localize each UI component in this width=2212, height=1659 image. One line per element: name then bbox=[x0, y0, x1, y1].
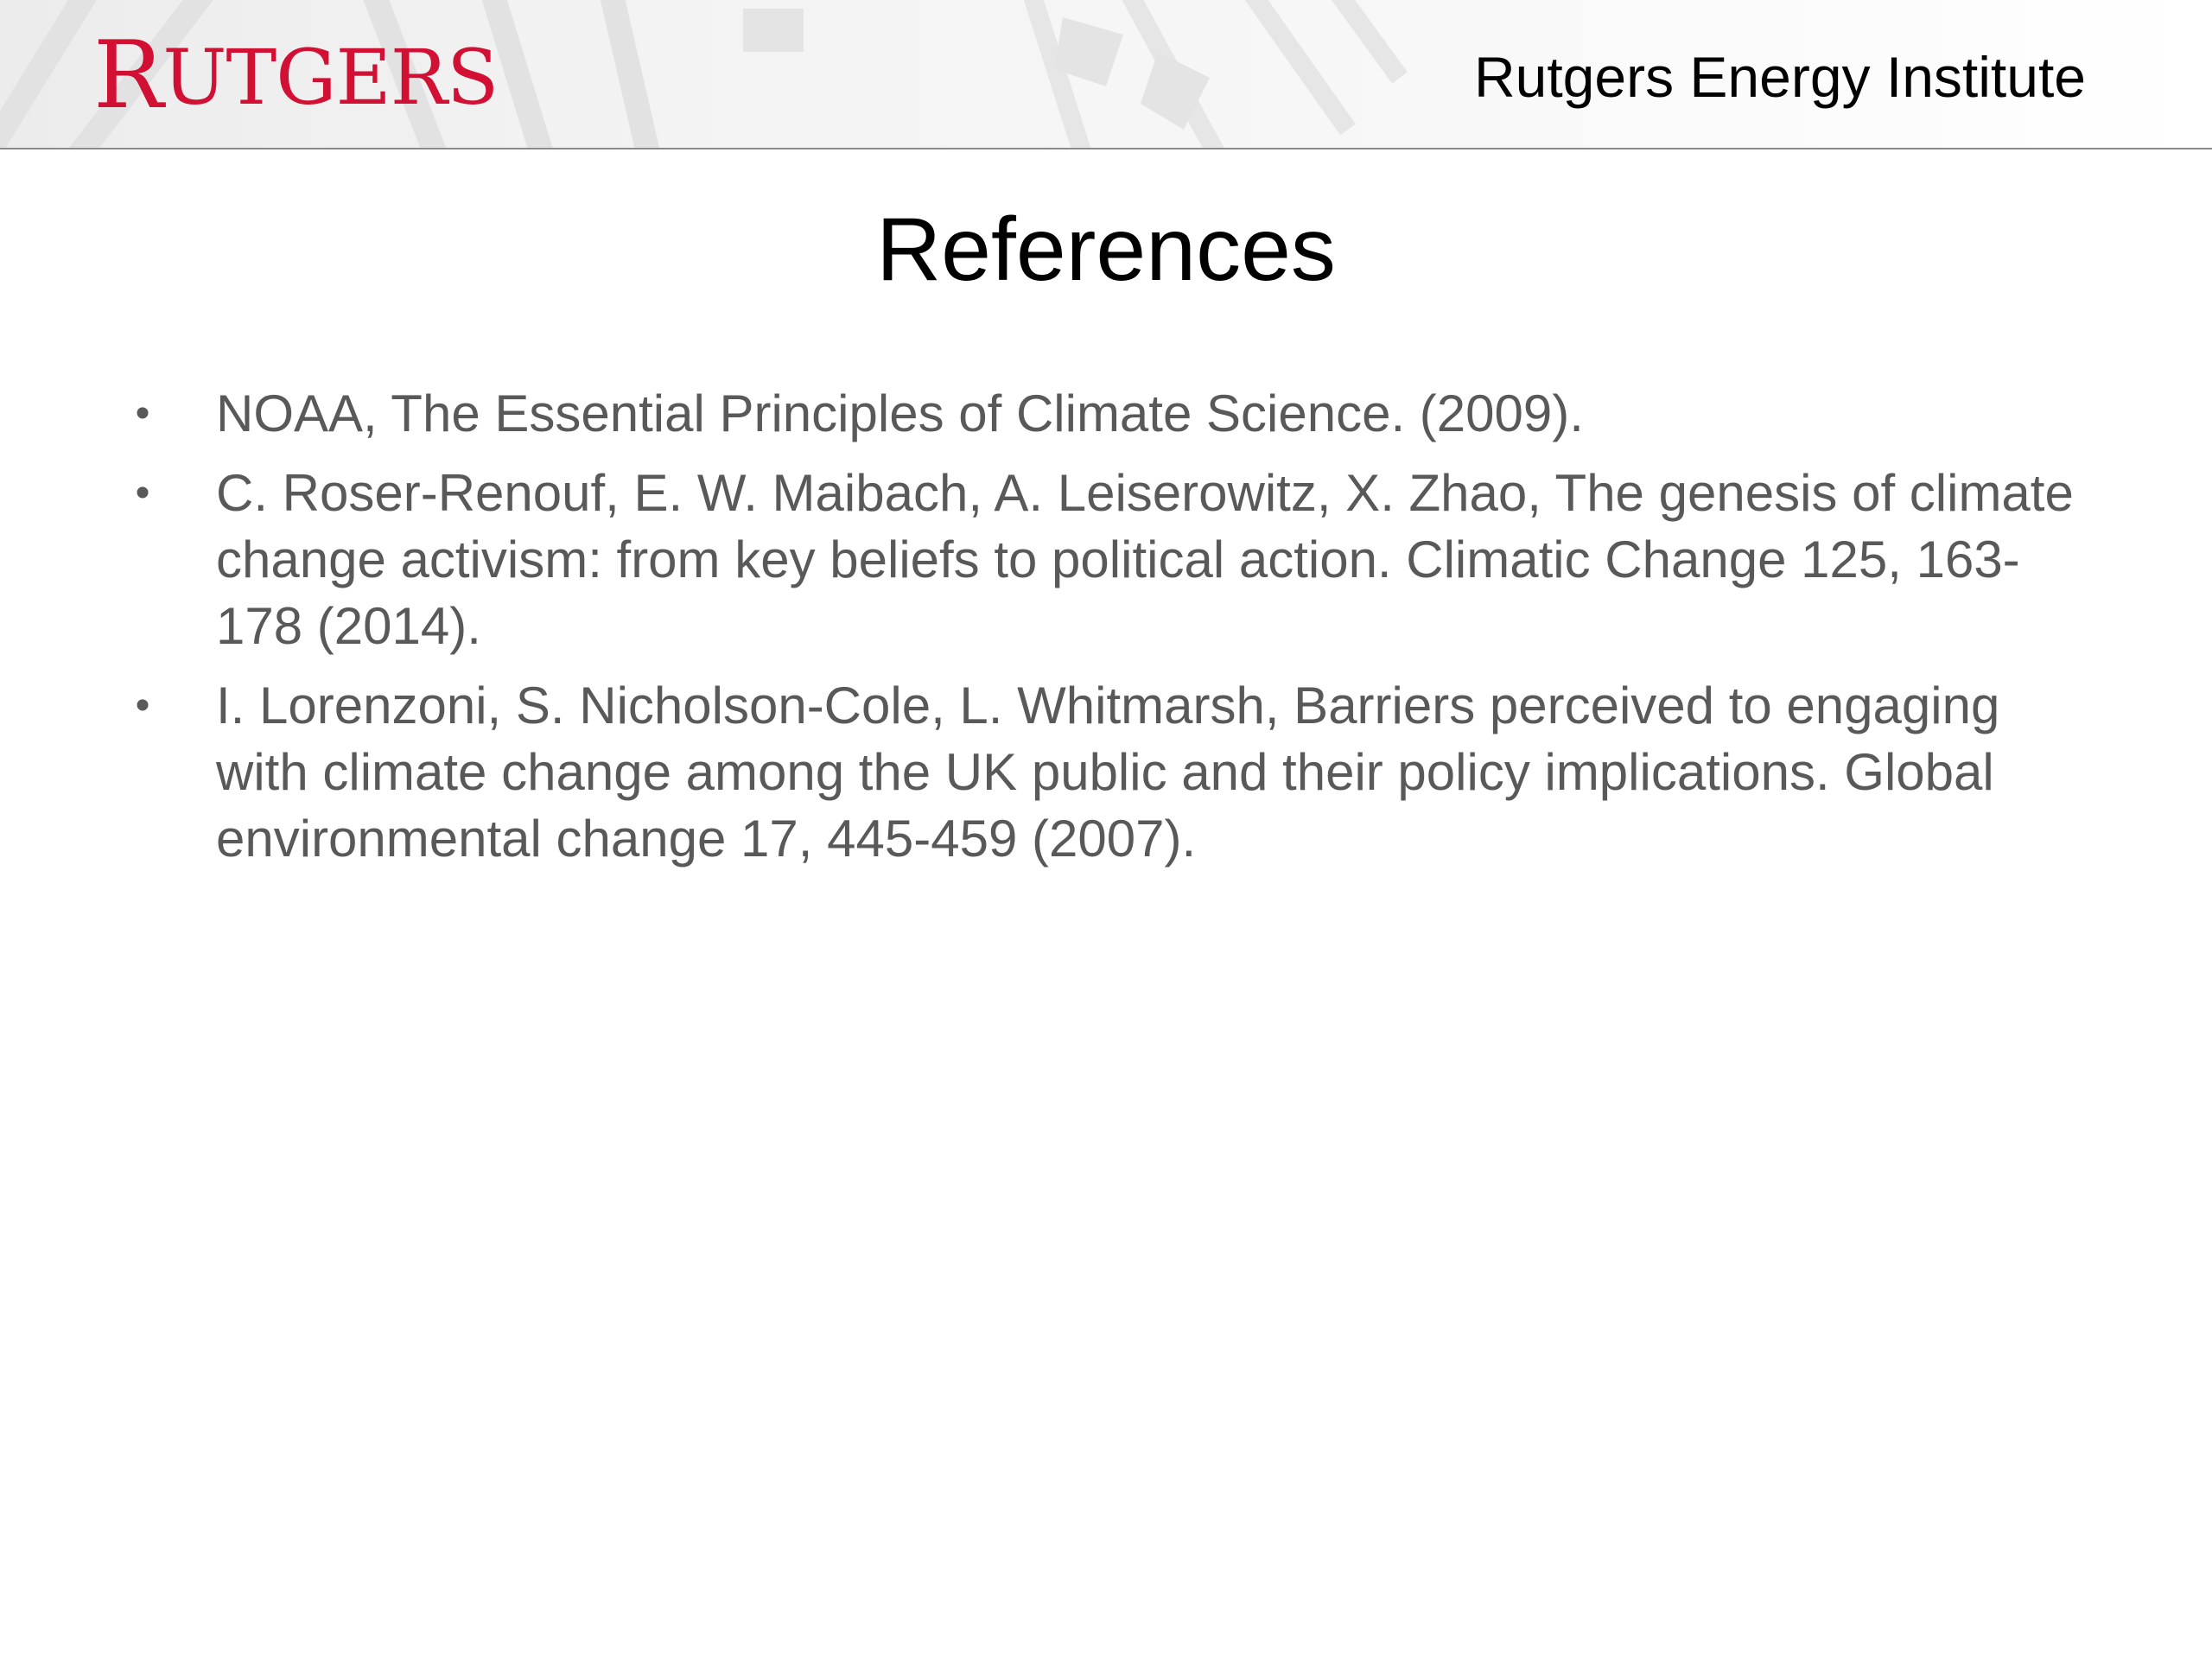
reference-text: I. Lorenzoni, S. Nicholson-Cole, L. Whitmarsh, Barriers perceived to engaging with climate change among the UK public and their policy implications. Global environmental change 17, 445-459 (2007). bbox=[216, 677, 2000, 868]
logo-rest: UTGERS bbox=[162, 33, 499, 122]
bullet-icon: • bbox=[135, 470, 150, 516]
logo-initial: R bbox=[93, 22, 163, 130]
slide-title: References bbox=[876, 200, 1336, 300]
rutgers-logo bbox=[93, 22, 499, 130]
bullet-icon: • bbox=[135, 391, 150, 436]
reference-list bbox=[130, 380, 2074, 885]
institute-name: Rutgers Energy Institute bbox=[1473, 45, 2086, 109]
reference-item bbox=[130, 460, 2074, 659]
reference-item bbox=[130, 672, 2074, 872]
reference-text: NOAA, The Essential Principles of Climate Science. (2009). bbox=[216, 385, 1584, 442]
slide-header bbox=[0, 0, 2212, 149]
bullet-icon: • bbox=[135, 683, 150, 728]
header-divider bbox=[0, 148, 2212, 149]
reference-item bbox=[130, 380, 2074, 447]
reference-text: C. Roser-Renouf, E. W. Maibach, A. Leiserowitz, X. Zhao, The genesis of climate change activism: from key beliefs to political action. Climatic Change 125, 163-178 (2014). bbox=[216, 464, 2074, 655]
